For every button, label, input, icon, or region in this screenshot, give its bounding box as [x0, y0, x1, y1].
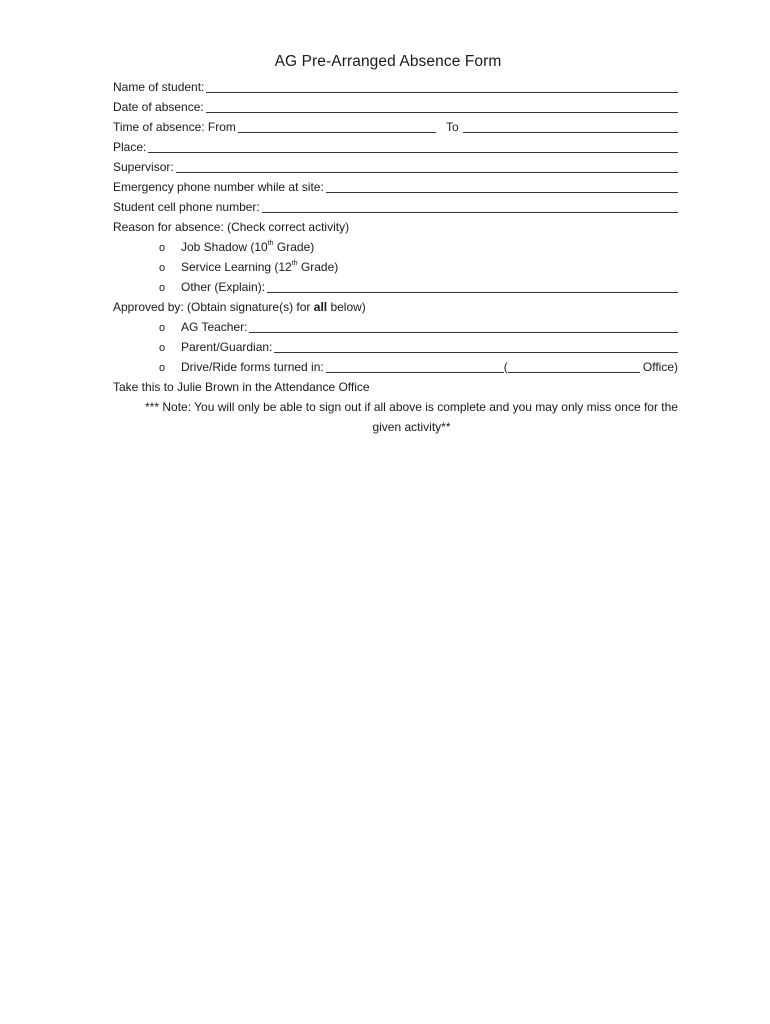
- emergency-phone-field[interactable]: [326, 180, 678, 193]
- absence-time-row: [113, 117, 678, 137]
- circle-bullet-icon: o: [159, 342, 166, 354]
- office-field[interactable]: [508, 360, 640, 373]
- drive-ride-field[interactable]: [326, 360, 504, 373]
- reason-label: Reason for absence: (Check correct activity): [113, 220, 350, 234]
- parent-signature-field[interactable]: [274, 340, 678, 353]
- note-text: *** Note: You will only be able to sign out if all above is complete and you may only miss once for the given activity**: [145, 400, 678, 434]
- take-to-text: Take this to Julie Brown in the Attendance Office: [113, 380, 370, 394]
- place-label: Place:: [113, 140, 147, 154]
- absence-date-field[interactable]: [206, 100, 678, 113]
- cell-phone-label: Student cell phone number:: [113, 200, 260, 214]
- drive-ride-label: Drive/Ride forms turned in:: [181, 360, 324, 374]
- absence-date-row: [113, 97, 678, 117]
- ag-teacher-signature-field[interactable]: [249, 320, 678, 333]
- supervisor-label: Supervisor:: [113, 160, 174, 174]
- parent-row: [113, 337, 678, 357]
- supervisor-row: [113, 157, 678, 177]
- cell-phone-field[interactable]: [262, 200, 678, 213]
- form-title: AG Pre-Arranged Absence Form: [274, 53, 502, 70]
- circle-bullet-icon: o: [159, 282, 166, 294]
- emergency-phone-label: Emergency phone number while at site:: [113, 180, 324, 194]
- ag-teacher-row: [113, 317, 678, 337]
- cell-phone-row: [113, 197, 678, 217]
- absence-date-label: Date of absence:: [113, 100, 204, 114]
- time-from-field[interactable]: [238, 120, 436, 133]
- option-label: Service Learning (12th Grade): [181, 260, 339, 274]
- student-name-field[interactable]: [206, 80, 678, 93]
- circle-bullet-icon: o: [159, 242, 166, 254]
- circle-bullet-icon: o: [159, 322, 166, 334]
- parent-label: Parent/Guardian:: [181, 340, 273, 354]
- place-field[interactable]: [148, 140, 678, 153]
- option-label: Other (Explain):: [181, 280, 266, 294]
- ag-teacher-label: AG Teacher:: [181, 320, 248, 334]
- emergency-phone-row: [113, 177, 678, 197]
- circle-bullet-icon: o: [159, 262, 166, 274]
- place-row: [113, 137, 678, 157]
- time-to-label: To: [445, 120, 459, 134]
- reason-heading-row: [113, 217, 678, 237]
- office-label: Office): [642, 360, 678, 374]
- other-explain-field[interactable]: [267, 280, 678, 293]
- reason-option-job-shadow[interactable]: [113, 237, 678, 257]
- circle-bullet-icon: o: [159, 362, 166, 374]
- supervisor-field[interactable]: [176, 160, 678, 173]
- student-name-row: [113, 77, 678, 97]
- option-label: Job Shadow (10th Grade): [181, 240, 315, 254]
- open-paren: (: [503, 360, 508, 374]
- form-body: [113, 77, 678, 437]
- time-from-label: Time of absence: From: [113, 120, 236, 134]
- drive-ride-row: [113, 357, 678, 377]
- reason-option-other[interactable]: [113, 277, 678, 297]
- time-to-field[interactable]: [463, 120, 678, 133]
- approved-by-label: Approved by: (Obtain signature(s) for all below): [113, 300, 366, 314]
- student-name-label: Name of student:: [113, 80, 205, 94]
- approved-by-row: [113, 297, 678, 317]
- reason-option-service-learning[interactable]: [113, 257, 678, 277]
- take-to-row: [113, 377, 678, 397]
